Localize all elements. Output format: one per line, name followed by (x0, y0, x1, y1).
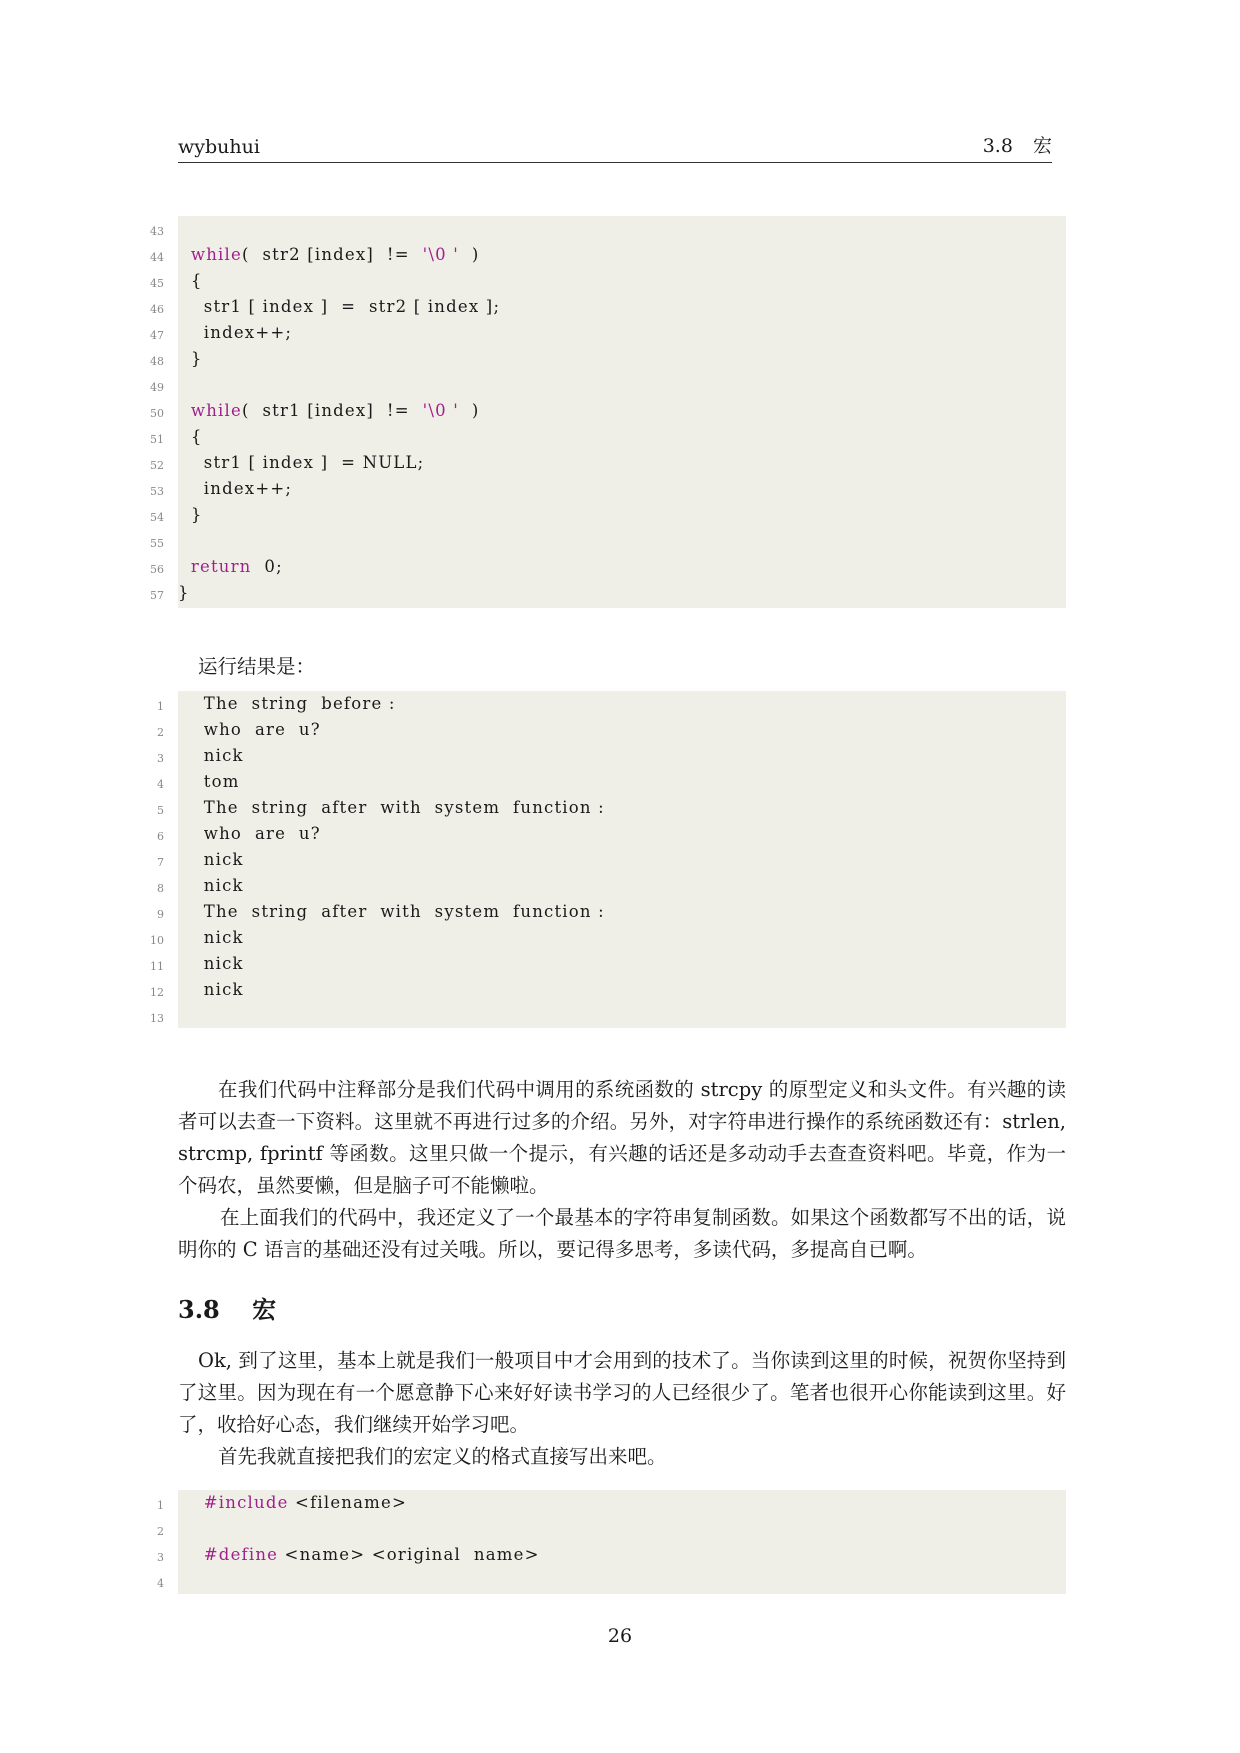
line-number: 2 (157, 1525, 164, 1538)
code-line (157, 717, 1066, 743)
code-line (150, 554, 1066, 580)
code-token: <name> <original name> (278, 1545, 540, 1564)
line-number: 5 (157, 804, 164, 817)
code-keyword: #define (203, 1545, 279, 1564)
line-number: 1 (157, 700, 164, 713)
code-token: str1 [ index ] = NULL; (178, 453, 425, 472)
code-token: } (178, 505, 203, 524)
code-text (178, 798, 605, 817)
section-heading (178, 1290, 276, 1325)
section-heading-title: 宏 (252, 1295, 277, 1324)
page-number: 26 (607, 1625, 633, 1647)
line-number: 44 (150, 251, 164, 264)
code-text (178, 824, 321, 843)
code-text (178, 349, 203, 368)
code-token: tom (178, 772, 240, 791)
code-token (178, 401, 191, 420)
code-text (178, 850, 244, 869)
header-section-number: 3.8 (982, 135, 1013, 157)
code-text (178, 583, 190, 602)
code-line (157, 1542, 1066, 1568)
code-text (178, 297, 500, 316)
line-number: 48 (150, 355, 164, 368)
code-line (150, 424, 1066, 450)
code-string: '\0 ' (422, 245, 460, 264)
running-header (178, 134, 1052, 163)
code-token: index++; (178, 479, 293, 498)
code-line (150, 294, 1066, 320)
code-text (178, 271, 203, 290)
code-text (178, 557, 283, 576)
line-number: 2 (157, 726, 164, 739)
line-number: 3 (157, 1551, 164, 1564)
line-number: 4 (157, 778, 164, 791)
code-token: who are u? (178, 824, 321, 843)
code-line (157, 743, 1066, 769)
code-token: } (178, 349, 203, 368)
code-token: str1 [ index ] = str2 [ index ]; (178, 297, 501, 316)
code-token (178, 1545, 204, 1564)
header-author: wybuhui (178, 136, 260, 158)
paragraph-copy-function: 在上面我们的代码中，我还定义了一个最基本的字符串复制函数。如果这个函数都写不出的话，说明你的 C 语言的基础还没有过关哦。所以，要记得多思考，多读代码，多提高自已啊。 (178, 1206, 1066, 1261)
code-line (150, 1003, 1066, 1029)
code-text (178, 245, 480, 264)
code-token: { (178, 427, 203, 446)
code-listing-strcpy-tail (150, 216, 1066, 608)
line-number: 46 (150, 303, 164, 316)
code-token: ) (459, 245, 480, 264)
code-line (157, 873, 1066, 899)
code-line (150, 320, 1066, 346)
code-token: The string before : (178, 694, 396, 713)
code-text (178, 1493, 407, 1512)
line-number: 50 (150, 407, 164, 420)
line-number: 12 (150, 986, 164, 999)
paragraph-strcpy-note: 在我们代码中注释部分是我们代码中调用的系统函数的 strcpy 的原型定义和头文件。有兴趣的读者可以去查一下资料。这里就不再进行过多的介绍。另外，对字符串进行操作的系统函数还有：strlen, strcmp, fprintf 等函数。这里只做一个提示，有兴趣的话还是多动动手去查查资料吧。毕竟，作为一个码农，虽然要懒，但是脑子可不能懒啦。 (178, 1078, 1066, 1197)
code-token: who are u? (178, 720, 321, 739)
code-token: } (178, 583, 190, 602)
code-token: nick (178, 954, 244, 973)
header-section-title: 宏 (1032, 135, 1052, 157)
code-line (150, 977, 1066, 1003)
code-token (178, 557, 191, 576)
code-line (150, 242, 1066, 268)
code-text (178, 505, 203, 524)
line-number: 57 (150, 589, 164, 602)
line-number: 1 (157, 1499, 164, 1512)
code-line (157, 1516, 1066, 1542)
paragraph-macro-intro: Ok, 到了这里，基本上就是我们一般项目中才会用到的技术了。当你读到这里的时候，祝贺你坚持到了这里。因为现在有一个愿意静下心来好好读书学习的人已经很少了。笔者也很开心你能读到这里。好了，收拾好心态，我们继续开始学习吧。 (178, 1349, 1066, 1436)
line-number: 8 (157, 882, 164, 895)
code-line (150, 216, 1066, 242)
code-token: The string after with system function : (178, 798, 605, 817)
code-token: ) (459, 401, 480, 420)
code-keyword: #include (203, 1493, 289, 1512)
line-number: 6 (157, 830, 164, 843)
code-line (150, 450, 1066, 476)
code-keyword: while (190, 401, 242, 420)
code-token: ( str1 [index] != (241, 401, 423, 420)
paragraph-macro-format: 首先我就直接把我们的宏定义的格式直接写出来吧。 (218, 1445, 667, 1468)
line-number: 45 (150, 277, 164, 290)
code-line (150, 580, 1066, 606)
line-number: 11 (150, 960, 164, 973)
section-heading-number: 3.8 (178, 1295, 220, 1324)
code-line (157, 899, 1066, 925)
code-keyword: return (190, 557, 252, 576)
code-token (178, 1493, 204, 1512)
line-number: 4 (157, 1577, 164, 1590)
line-number: 3 (157, 752, 164, 765)
code-token: nick (178, 980, 244, 999)
header-section (983, 131, 1052, 158)
code-token: <filename> (288, 1493, 407, 1512)
code-keyword: while (190, 245, 242, 264)
code-line (150, 951, 1066, 977)
code-token (178, 245, 191, 264)
line-number: 52 (150, 459, 164, 472)
code-line (150, 346, 1066, 372)
result-label: 运行结果是： (198, 655, 316, 678)
line-number: 47 (150, 329, 164, 342)
line-number: 9 (157, 908, 164, 921)
line-number: 10 (150, 934, 164, 947)
code-listing-output (150, 691, 1066, 1028)
code-text (178, 876, 244, 895)
code-text (178, 954, 244, 973)
code-line (150, 268, 1066, 294)
code-text (178, 323, 292, 342)
code-text (178, 1545, 540, 1564)
code-text (178, 479, 292, 498)
code-token: nick (178, 850, 244, 869)
code-line (150, 925, 1066, 951)
line-number: 49 (150, 381, 164, 394)
code-token: nick (178, 746, 244, 765)
code-token: The string after with system function : (178, 902, 605, 921)
code-line (157, 691, 1066, 717)
line-number: 56 (150, 563, 164, 576)
code-string: '\0 ' (422, 401, 460, 420)
code-line (157, 1568, 1066, 1594)
code-line (157, 769, 1066, 795)
line-number: 55 (150, 537, 164, 550)
code-line (150, 398, 1066, 424)
code-line (150, 528, 1066, 554)
code-token: ( str2 [index] != (241, 245, 423, 264)
code-line (157, 795, 1066, 821)
code-text (178, 746, 244, 765)
code-listing-macro-format (157, 1490, 1066, 1594)
code-text (178, 427, 203, 446)
line-number: 13 (150, 1012, 164, 1025)
code-text (178, 980, 244, 999)
code-line (157, 1490, 1066, 1516)
code-line (150, 502, 1066, 528)
code-token: 0; (251, 557, 283, 576)
line-number: 54 (150, 511, 164, 524)
line-number: 51 (150, 433, 164, 446)
code-token: nick (178, 928, 244, 947)
code-line (150, 476, 1066, 502)
code-line (150, 372, 1066, 398)
code-line (157, 821, 1066, 847)
code-token: { (178, 271, 203, 290)
code-text (178, 772, 240, 791)
code-line (157, 847, 1066, 873)
code-text (178, 902, 605, 921)
line-number: 7 (157, 856, 164, 869)
line-number: 53 (150, 485, 164, 498)
code-text (178, 453, 424, 472)
code-text (178, 928, 244, 947)
code-text (178, 720, 321, 739)
code-text (178, 694, 396, 713)
code-token: index++; (178, 323, 293, 342)
code-token: nick (178, 876, 244, 895)
line-number: 43 (150, 225, 164, 238)
code-text (178, 401, 480, 420)
